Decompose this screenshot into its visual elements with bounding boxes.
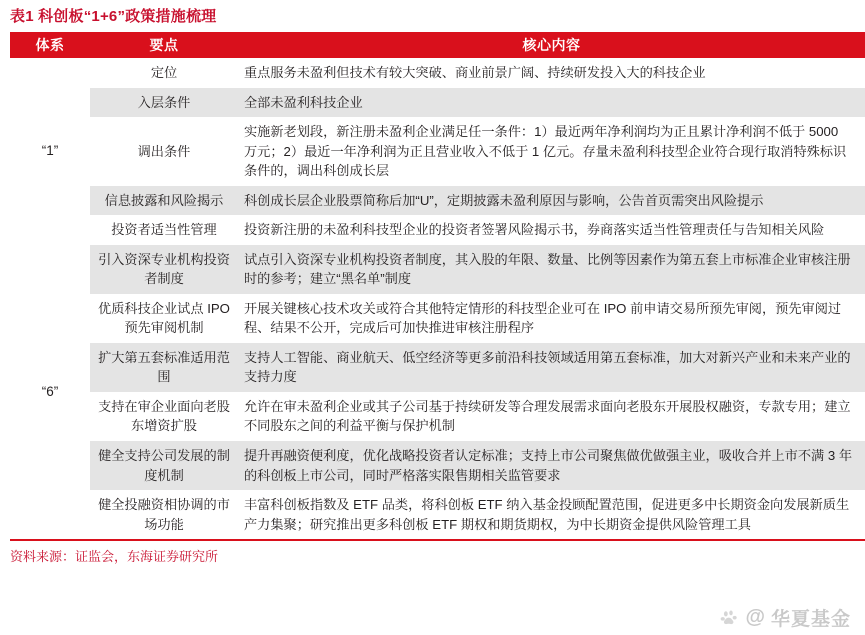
table-row xyxy=(10,58,865,88)
content-cell: 实施新老划段，新注册未盈利企业满足任一条件：1）最近两年净利润均为正且累计净利润不低于 5000 万元；2）最近一年净利润为正且营业收入不低于 1 亿元。存量未盈利科技型企业符合现行取消特殊标识条件的，调出科创成长层 xyxy=(238,117,865,186)
column-header-point: 要点 xyxy=(90,32,238,58)
point-cell: 信息披露和风险揭示 xyxy=(90,186,238,216)
point-cell: 投资者适当性管理 xyxy=(90,215,238,245)
content-cell: 允许在审未盈利企业或其子公司基于持续研发等合理发展需求面向老股东开展股权融资，专款专用；建立不同股东之间的利益平衡与保护机制 xyxy=(238,392,865,441)
point-cell: 健全投融资相协调的市场功能 xyxy=(90,490,238,539)
source-note: 资料来源：证监会，东海证券研究所 xyxy=(10,548,219,564)
point-cell: 优质科技企业试点 IPO 预先审阅机制 xyxy=(90,294,238,343)
table-body xyxy=(10,58,865,539)
watermark-at: @ xyxy=(745,606,766,628)
point-cell: 扩大第五套标准适用范围 xyxy=(90,343,238,392)
table-row xyxy=(10,490,865,539)
point-cell: 调出条件 xyxy=(90,117,238,186)
table-header xyxy=(10,32,865,58)
table-row xyxy=(10,294,865,343)
table-row xyxy=(10,215,865,245)
table-row xyxy=(10,117,865,186)
table-row xyxy=(10,343,865,392)
system-cell: “1” xyxy=(10,58,90,245)
watermark-label: 华夏基金 xyxy=(770,609,851,630)
table-header-row xyxy=(10,32,865,58)
content-cell: 开展关键核心技术攻关或符合其他特定情形的科技型企业可在 IPO 前申请交易所预先审阅，预先审阅过程、结果不公开，完成后可加快推进审核注册程序 xyxy=(238,294,865,343)
column-header-system: 体系 xyxy=(10,32,90,58)
table-row xyxy=(10,186,865,216)
table-row xyxy=(10,441,865,490)
column-header-content: 核心内容 xyxy=(238,32,865,58)
point-cell: 支持在审企业面向老股东增资扩股 xyxy=(90,392,238,441)
point-cell: 引入资深专业机构投资者制度 xyxy=(90,245,238,294)
system-cell: “6” xyxy=(10,245,90,539)
watermark xyxy=(720,604,851,631)
content-cell: 支持人工智能、商业航天、低空经济等更多前沿科技领域适用第五套标准，加大对新兴产业和未来产业的支持力度 xyxy=(238,343,865,392)
content-cell: 试点引入资深专业机构投资者制度，其入股的年限、数量、比例等因素作为第五套上市标准企业审核注册时的参考；建立“黑名单”制度 xyxy=(238,245,865,294)
point-cell: 健全支持公司发展的制度机制 xyxy=(90,441,238,490)
table-row xyxy=(10,88,865,118)
point-cell: 入层条件 xyxy=(90,88,238,118)
content-cell: 科创成长层企业股票简称后加“U”，定期披露未盈利原因与影响，公告首页需突出风险提示 xyxy=(238,186,865,216)
page-title: 表1 科创板“1+6”政策措施梳理 xyxy=(10,8,217,25)
baidu-paw-icon xyxy=(720,608,740,628)
policy-table xyxy=(10,32,865,539)
content-cell: 提升再融资便利度，优化战略投资者认定标准；支持上市公司聚焦做优做强主业，吸收合并上市不满 3 年的科创板上市公司，同时严格落实限售期相关监管要求 xyxy=(238,441,865,490)
content-cell: 丰富科创板指数及 ETF 品类，将科创板 ETF 纳入基金投顾配置范围，促进更多中长期资金向发展新质生产力集聚；研究推出更多科创板 ETF 期权和期货期权，为中长期资金提供风险管理工具 xyxy=(238,490,865,539)
content-cell: 投资新注册的未盈利科技型企业的投资者签署风险揭示书，券商落实适当性管理责任与告知相关风险 xyxy=(238,215,865,245)
point-cell: 定位 xyxy=(90,58,238,88)
table-row xyxy=(10,245,865,294)
content-cell: 重点服务未盈利但技术有较大突破、商业前景广阔、持续研发投入大的科技企业 xyxy=(238,58,865,88)
content-cell: 全部未盈利科技企业 xyxy=(238,88,865,118)
table-row xyxy=(10,392,865,441)
